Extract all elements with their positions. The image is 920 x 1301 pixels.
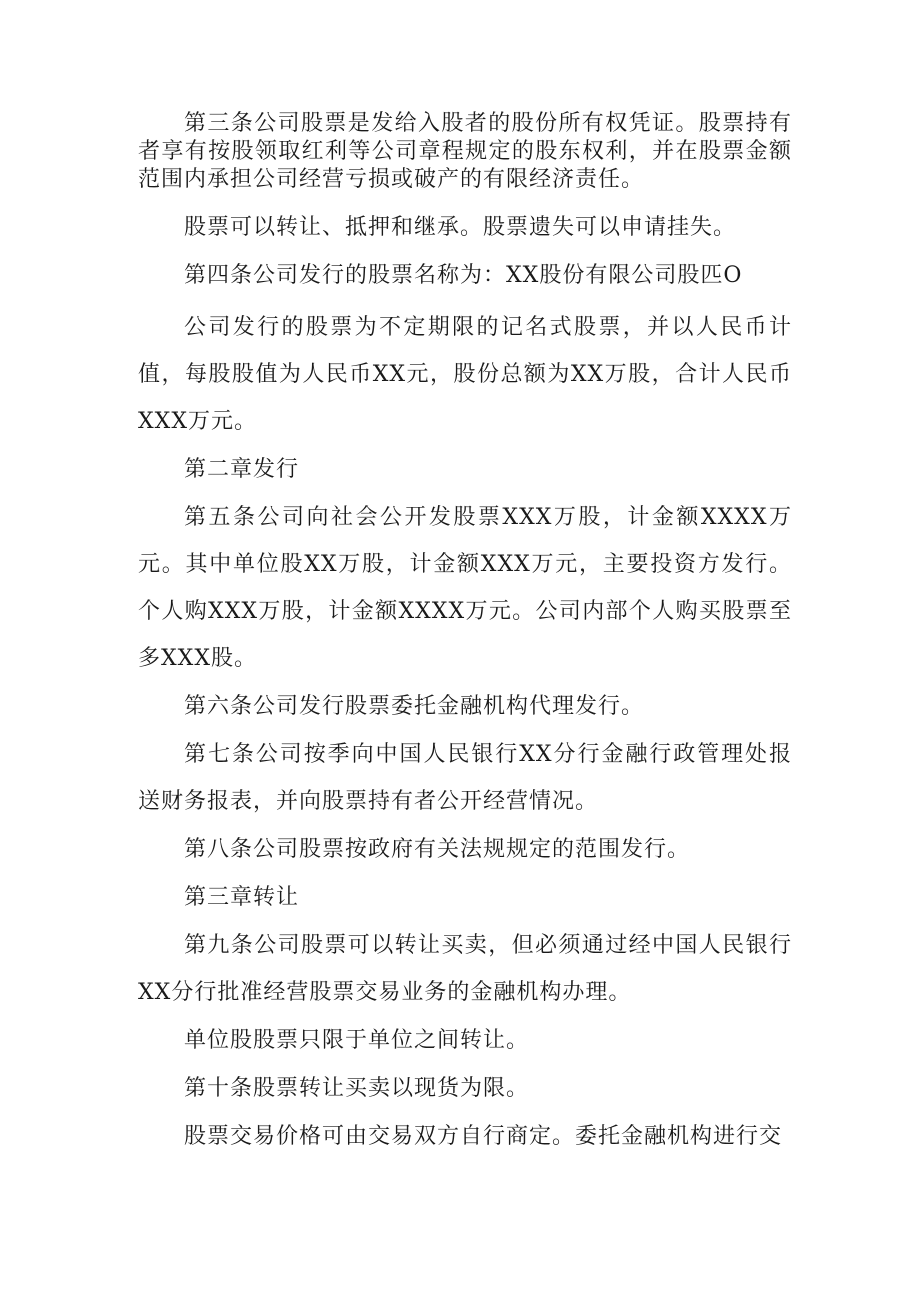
chapter-2-heading: 第二章发行 [184, 457, 300, 482]
unit-share-paragraph: 单位股股票只限于单位之间转让。 [184, 1028, 530, 1053]
article-4-paragraph: 第四条公司发行的股票名称为：XX股份有限公司股匹O [184, 263, 743, 288]
article-10-paragraph: 第十条股票转让买卖以现货为限。 [184, 1076, 530, 1101]
trading-price-paragraph: 股票交易价格可由交易双方自行商定。委托金融机构进行交 [184, 1124, 783, 1149]
article-9-paragraph: 第九条公司股票可以转让买卖，但必须通过经中国人民银行XX分行批准经营股票交易业务的金融机构办理。 [138, 933, 792, 1005]
stock-type-paragraph: 公司发行的股票为不定期限的记名式股票，并以人民币计值，每股股值为人民币XX元，股份总额为XX万股，合计人民币XXX万元。 [138, 315, 792, 434]
chapter-3-heading: 第三章转让 [184, 885, 300, 910]
transfer-paragraph: 股票可以转让、抵押和继承。股票遗失可以申请挂失。 [184, 215, 737, 240]
article-7-paragraph: 第七条公司按季向中国人民银行XX分行金融行政管理处报送财务报表，并向股票持有者公开经营情况。 [138, 742, 792, 814]
article-6-paragraph: 第六条公司发行股票委托金融机构代理发行。 [184, 694, 645, 719]
article-5-paragraph: 第五条公司向社会公开发股票XXX万股，计金额XXXX万元。其中单位股XX万股，计金额XXX万元，主要投资方发行。个人购XXX万股，计金额XXXX万元。公司内部个人购买股票至多XXX股。 [138, 505, 792, 671]
document-body [138, 110, 792, 1160]
article-3-paragraph: 第三条公司股票是发给入股者的股份所有权凭证。股票持有者享有按股领取红利等公司章程规定的股东权利，并在股票金额范围内承担公司经营亏损或破产的有限经济责任。 [138, 111, 792, 192]
article-8-paragraph: 第八条公司股票按政府有关法规规定的范围发行。 [184, 837, 691, 862]
